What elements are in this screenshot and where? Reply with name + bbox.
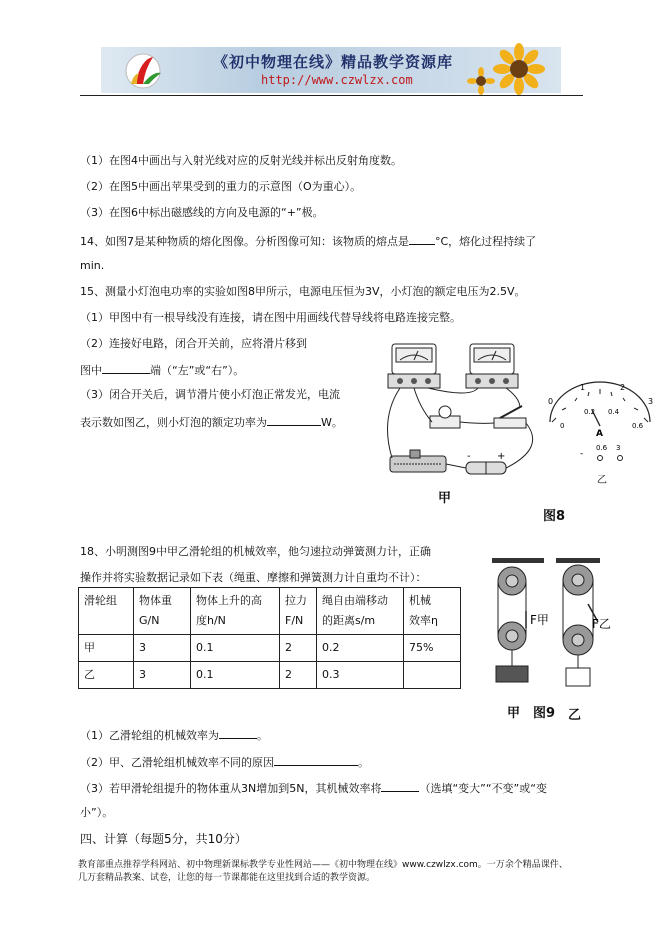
- pulley-diagram: [488, 556, 611, 706]
- th-3a: 拉力: [285, 594, 307, 607]
- terminal-3-icon: [618, 456, 623, 461]
- dial-bottom-2: 0.4: [608, 408, 620, 416]
- th-2b: 度h/N: [196, 614, 226, 627]
- q14-text-b: °C，熔化过程持续了: [435, 235, 537, 248]
- efficiency-table: [78, 587, 461, 689]
- header-cell: [79, 588, 134, 635]
- q13-part2: （2）在图5中画出苹果受到的重力的示意图（O为重心）。: [80, 180, 362, 193]
- fig9-caption: 图9: [533, 706, 556, 721]
- q15-part3b-post: W。: [321, 416, 343, 429]
- section4-title: 四、计算（每题5分，共10分）: [80, 832, 247, 846]
- cell: 3: [134, 662, 191, 689]
- header-cell: [317, 588, 404, 635]
- banner-url[interactable]: http://www.czwlzx.com: [261, 73, 413, 87]
- th-5b: 效率η: [409, 614, 438, 627]
- th-2a: 物体上升的高: [196, 594, 262, 607]
- q15-power-blank[interactable]: [267, 414, 321, 426]
- q15-part2a: （2）连接好电路，闭合开关前，应将滑片移到: [80, 337, 307, 350]
- q14-text-a: 14、如图7是某种物质的熔化图像。分析图像可知：该物质的熔点是: [80, 235, 409, 248]
- sunflower-icon: [471, 47, 561, 93]
- fig8-jia-label: 甲: [438, 491, 452, 506]
- q14-melting-point-blank[interactable]: [409, 233, 435, 245]
- dial-unit: A: [596, 429, 603, 439]
- q15-part2b-post: 端（“左”或“右”）。: [150, 364, 245, 377]
- q15-part3b-pre: 表示数如图乙，则小灯泡的额定功率为: [80, 416, 267, 429]
- voltmeter-device-icon: [466, 344, 518, 388]
- q13-part3: （3）在图6中标出磁感线的方向及电源的“+”极。: [80, 206, 324, 219]
- dial-bottom-3: 0.6: [632, 422, 644, 430]
- dial-top-3: 3: [648, 397, 654, 406]
- cell: 3: [134, 635, 191, 662]
- logo-icon: [113, 51, 183, 91]
- th-5a: 机械: [409, 594, 431, 607]
- circuit-diagram: [370, 338, 550, 488]
- q14-line1: [80, 233, 536, 249]
- dial-terminal-3: 3: [616, 444, 621, 452]
- dial-terminal-minus: -: [580, 449, 584, 459]
- lamp-icon: [430, 406, 460, 428]
- q18-stem-a: 18、小明测图9中甲乙滑轮组的机械效率，他匀速拉动弹簧测力计，正确: [80, 545, 431, 558]
- dial-top-0: 0: [548, 397, 554, 406]
- th-1a: 物体重: [139, 594, 172, 607]
- ammeter-dial: [540, 382, 660, 462]
- cell: 甲: [79, 635, 134, 662]
- fig9-jia-label: 甲: [507, 706, 521, 721]
- header-cell: [404, 588, 461, 635]
- q18-change-blank[interactable]: [381, 780, 419, 792]
- cell: 0.1: [191, 662, 280, 689]
- q14-line2: min.: [80, 259, 105, 272]
- cell: 0.1: [191, 635, 280, 662]
- cell: 2: [280, 662, 317, 689]
- header-rule: [80, 95, 583, 96]
- table-header-row: [79, 588, 461, 635]
- q15-stem: 15、测量小灯泡电功率的实验如图8甲所示，电源电压恒为3V，小灯泡的额定电压为2.5V。: [80, 285, 526, 298]
- q18-part3: [80, 780, 547, 796]
- cell[interactable]: [404, 662, 461, 689]
- footer-line2: 几万套精品教案、试卷，让您的每一节课都能在这里找到合适的教学资源。: [78, 873, 376, 883]
- q15-slider-end-blank[interactable]: [102, 362, 150, 374]
- dial-terminal-06: 0.6: [596, 444, 608, 452]
- cell: 2: [280, 635, 317, 662]
- cell: 0.2: [317, 635, 404, 662]
- q18-part1-b: 。: [257, 729, 268, 742]
- q18-part3-b: （选填“变大”“不变”或“变: [419, 782, 547, 795]
- cell: 乙: [79, 662, 134, 689]
- switch-icon: [494, 406, 526, 428]
- q18-part1: [80, 727, 268, 743]
- q18-part3-a: （3）若甲滑轮组提升的物体重从3N增加到5N，其机械效率将: [80, 782, 382, 795]
- table-row: [79, 662, 461, 689]
- q18-part3-cont: 小”）。: [80, 806, 114, 819]
- q18-part2: [80, 754, 369, 770]
- footer-line1: 教育部重点推荐学科网站、初中物理新课标教学专业性网站——《初中物理在线》www.czwlzx.com。一万余个精品课件、: [78, 860, 568, 870]
- fig9-yi-label: 乙: [568, 708, 582, 723]
- q15-part2b-pre: 图中: [80, 364, 102, 377]
- dial-bottom-1: 0.2: [584, 408, 596, 416]
- force-yi-label: F乙: [592, 617, 611, 631]
- ammeter-device-icon: [388, 344, 440, 388]
- header-banner: [101, 47, 561, 93]
- header-cell: [280, 588, 317, 635]
- q15-part1: （1）甲图中有一根导线没有连接，请在图中用画线代替导线将电路连接完整。: [80, 311, 461, 324]
- q18-part1-a: （1）乙滑轮组的机械效率为: [80, 729, 219, 742]
- fig8-caption: 图8: [543, 509, 566, 524]
- q18-part2-a: （2）甲、乙滑轮组机械效率不同的原因: [80, 756, 274, 769]
- th-4a: 绳自由端移动: [322, 594, 388, 607]
- q15-part3a: （3）闭合开关后，调节滑片使小灯泡正常发光，电流: [80, 388, 340, 401]
- th-1b: G/N: [139, 614, 160, 627]
- battery-icon: [466, 462, 506, 474]
- th-4b: 的距离s/m: [322, 614, 376, 627]
- th-3b: F/N: [285, 614, 304, 627]
- q13-part1: （1）在图4中画出与入射光线对应的反射光线并标出反射角度数。: [80, 154, 402, 167]
- banner-title: 《初中物理在线》精品教学资源库: [213, 53, 454, 71]
- header-cell: [134, 588, 191, 635]
- force-jia-label: F甲: [530, 613, 549, 627]
- dial-top-1: 1: [580, 383, 586, 392]
- dial-top-2: 2: [620, 383, 626, 392]
- terminal-06-icon: [598, 456, 603, 461]
- dial-bottom-0: 0: [560, 422, 565, 430]
- q18-reason-blank[interactable]: [274, 754, 358, 766]
- q15-part3b: [80, 414, 343, 430]
- battery-minus-label: -: [467, 451, 471, 462]
- fig8-yi-label: 乙: [597, 475, 607, 486]
- q18-part2-b: 。: [358, 756, 369, 769]
- q18-stem-b: 操作并将实验数据记录如下表（绳重、摩擦和弹簧测力计自重均不计）：: [80, 571, 427, 584]
- battery-plus-label: +: [497, 451, 506, 462]
- th-0a: 滑轮组: [84, 594, 117, 607]
- cell: 75%: [404, 635, 461, 662]
- table-row: [79, 635, 461, 662]
- cell: 0.3: [317, 662, 404, 689]
- q15-part2b: [80, 362, 244, 378]
- q18-efficiency-blank[interactable]: [219, 727, 257, 739]
- rheostat-icon: [390, 450, 446, 472]
- header-cell: [191, 588, 280, 635]
